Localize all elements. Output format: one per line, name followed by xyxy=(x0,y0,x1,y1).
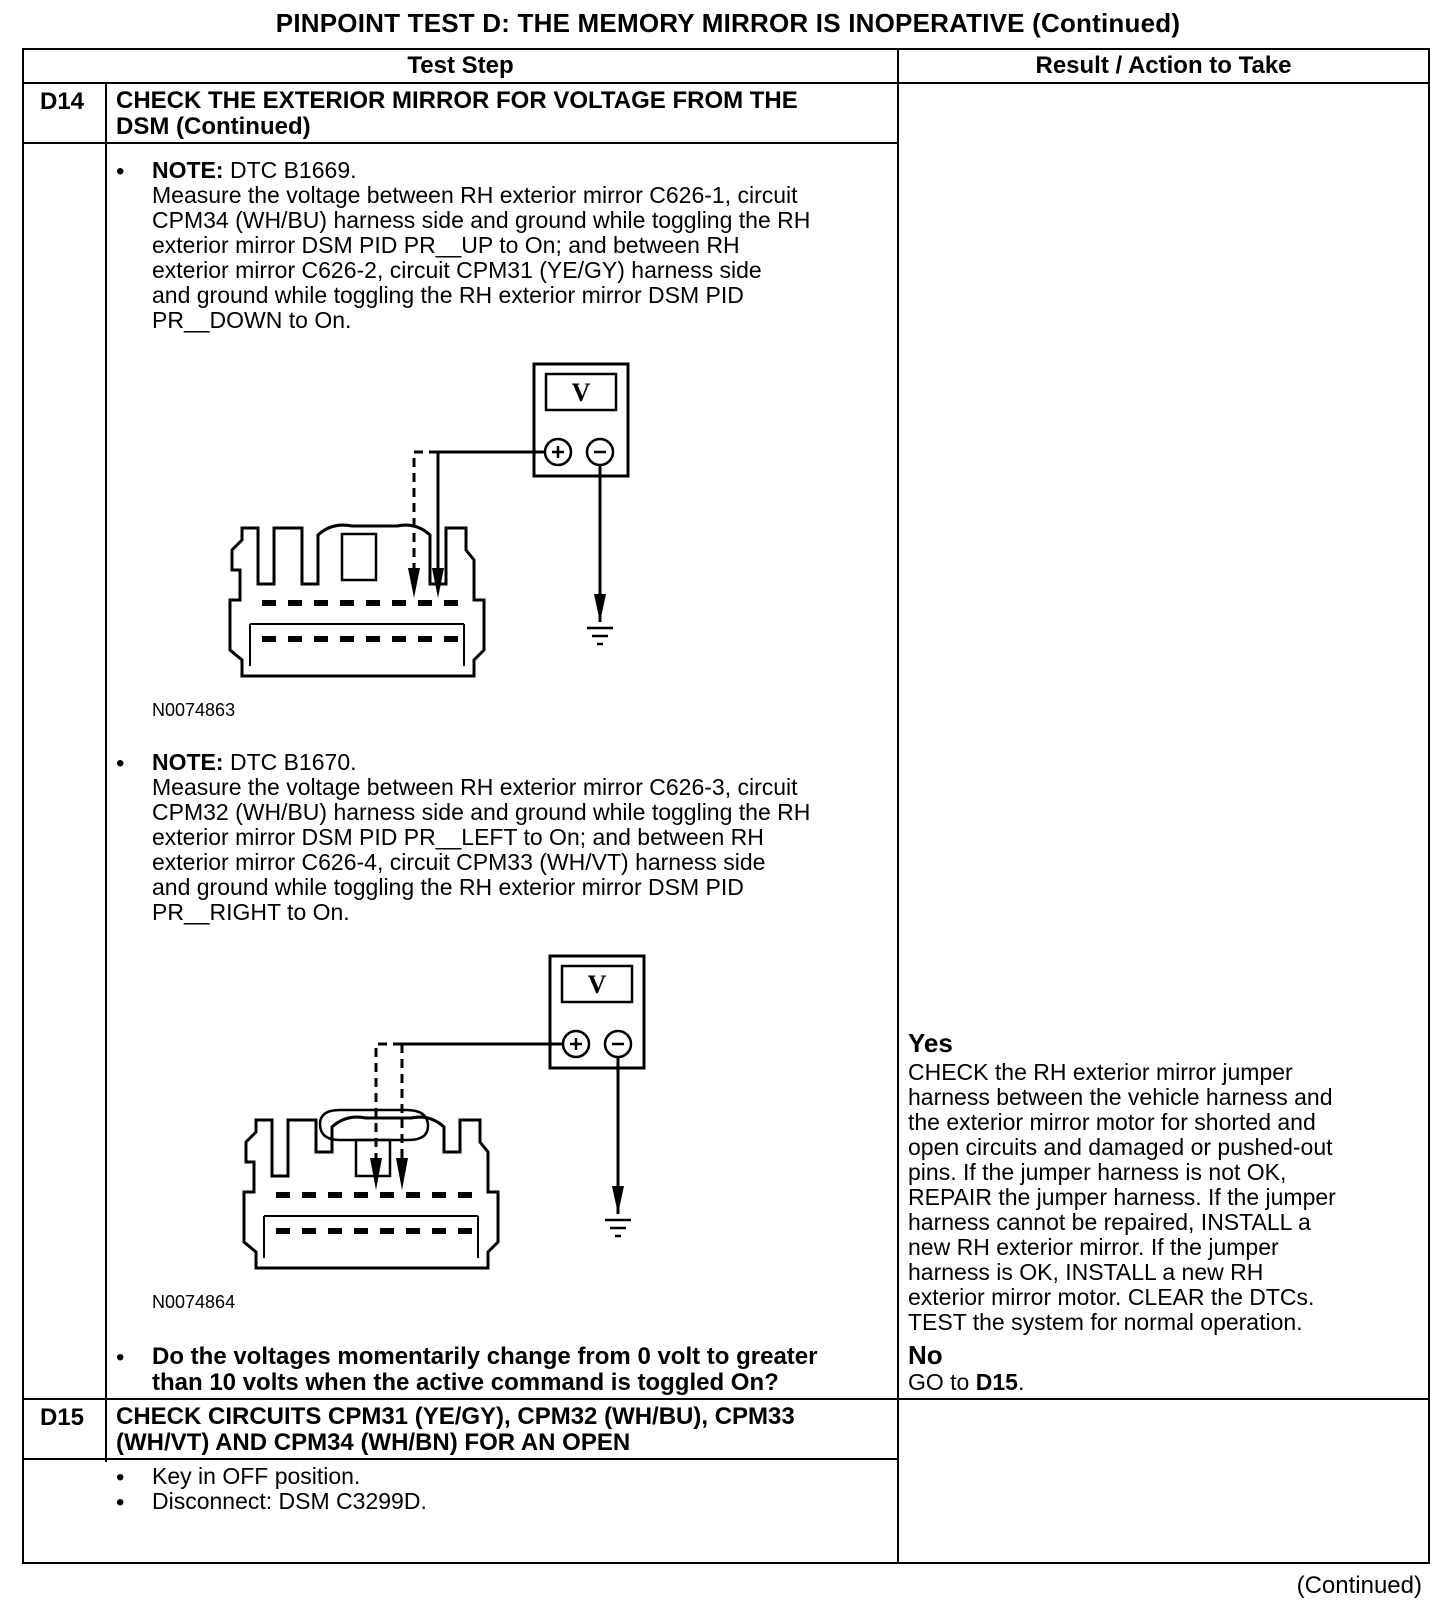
probe-lead-dashed xyxy=(414,452,438,588)
continued-label: (Continued) xyxy=(1296,1572,1422,1599)
bullet: • xyxy=(116,1344,125,1371)
dtc-code: DTC B1670. xyxy=(223,749,357,775)
procedure-table xyxy=(22,48,1430,1564)
note-line: CPM34 (WH/BU) harness side and ground while toggling the RH xyxy=(152,207,811,233)
divider xyxy=(24,1458,898,1460)
divider xyxy=(24,1398,1428,1400)
bullet: • xyxy=(116,1464,125,1491)
goto-step-link[interactable]: D15 xyxy=(975,1369,1018,1395)
connector-latch xyxy=(342,534,376,580)
note-line: exterior mirror DSM PID PR__UP to On; and between RH xyxy=(152,232,740,258)
result-yes-text: CHECK the RH exterior mirror jumper harness between the vehicle harness and the exterior mirror motor for shorted and open circuits and damaged or pushed-out pins. If the jumper harness is not OK, REPAIR the jumper harness. If the jumper harness cannot be repaired, INSTALL a new RH exterior mirror. If the jumper harness is OK, INSTALL a new RH exterior mirror motor. CLEAR the DTCs. TEST the system for normal operation. xyxy=(908,1059,1336,1335)
step-title-d14: CHECK THE EXTERIOR MIRROR FOR VOLTAGE FROM THE DSM (Continued) xyxy=(116,87,798,140)
divider xyxy=(24,82,1428,84)
note-label: NOTE: xyxy=(152,157,224,183)
step-number-d15: D15 xyxy=(40,1404,85,1431)
note-line: exterior mirror DSM PID PR__LEFT to On; and between RH xyxy=(152,824,764,850)
figure-id: N0074863 xyxy=(152,700,236,720)
divider xyxy=(24,142,898,144)
positive-lead xyxy=(438,452,545,588)
note-line: PR__DOWN to On. xyxy=(152,307,352,333)
dtc-code: DTC B1669. xyxy=(223,157,357,183)
action-item: Key in OFF position. xyxy=(152,1463,361,1489)
bullet: • xyxy=(116,158,125,185)
note-line: PR__RIGHT to On. xyxy=(152,899,350,925)
meter-unit-label: V xyxy=(571,378,591,407)
divider xyxy=(897,50,899,1564)
note-line: and ground while toggling the RH exterior mirror DSM PID xyxy=(152,874,744,900)
connector-voltmeter-diagram-2 xyxy=(216,952,676,1282)
result-no-label: No xyxy=(908,1340,943,1370)
connector-voltmeter-diagram-1 xyxy=(202,360,662,690)
step-title-d15: CHECK CIRCUITS CPM31 (YE/GY), CPM32 (WH/BU), CPM33 (WH/VT) AND CPM34 (WH/BN) FOR AN OPEN xyxy=(116,1403,795,1456)
note-line: Measure the voltage between RH exterior mirror C626-1, circuit xyxy=(152,182,798,208)
result-no-text: GO to D15. xyxy=(908,1369,1025,1395)
note-line: exterior mirror C626-4, circuit CPM33 (WH/VT) harness side xyxy=(152,849,766,875)
note-line: Measure the voltage between RH exterior mirror C626-3, circuit xyxy=(152,774,798,800)
column-header-test-step: Test Step xyxy=(407,52,514,79)
figure-id: N0074864 xyxy=(152,1292,236,1312)
meter-unit-label: V xyxy=(587,970,607,999)
note-line: CPM32 (WH/BU) harness side and ground while toggling the RH xyxy=(152,799,811,825)
divider xyxy=(105,84,107,1462)
note-label: NOTE: xyxy=(152,749,224,775)
note-block-1 xyxy=(152,158,810,333)
action-item: Disconnect: DSM C3299D. xyxy=(152,1488,427,1514)
column-header-result: Result / Action to Take xyxy=(1035,52,1292,79)
step-number-d14: D14 xyxy=(40,88,85,115)
note-line: and ground while toggling the RH exterior mirror DSM PID xyxy=(152,282,744,308)
bullet: • xyxy=(116,1489,125,1516)
bullet: • xyxy=(116,750,125,777)
result-yes-label: Yes xyxy=(908,1028,953,1058)
page-title: PINPOINT TEST D: THE MEMORY MIRROR IS INOPERATIVE (Continued) xyxy=(275,8,1181,38)
note-line: exterior mirror C626-2, circuit CPM31 (YE/GY) harness side xyxy=(152,257,762,283)
question: Do the voltages momentarily change from 0 volt to greater than 10 volts when the active command is toggled On? xyxy=(152,1343,818,1396)
note-block-2 xyxy=(152,750,810,925)
